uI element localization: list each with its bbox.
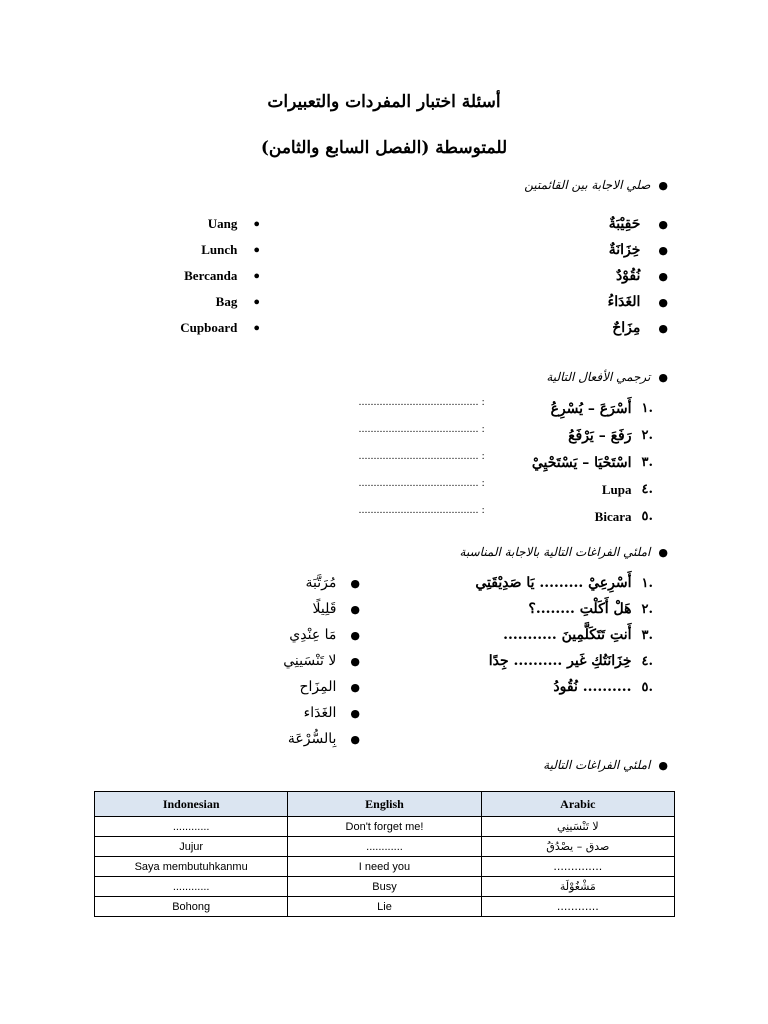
table-row	[95, 857, 675, 877]
list-item: Bercanda ●	[184, 268, 260, 283]
section-4-heading	[543, 758, 668, 772]
list-item: ● حَقِيْبَةٌ	[608, 216, 668, 232]
table-cell: لا تَنْسَينِي	[481, 817, 674, 837]
list-item: .١ أَسْرَعَ – يُسْرِعُ	[550, 400, 653, 417]
list-item: ● نُقُوْدٌ	[615, 268, 668, 284]
table-cell: ............	[288, 837, 481, 857]
list-item: ● قَلِيلًا	[312, 601, 360, 617]
table-row	[95, 817, 675, 837]
list-item: .٤ خِزَانَتُكِ غَير .......... جِدًا	[488, 653, 653, 669]
list-item: ● الغَدَاء	[303, 705, 360, 721]
table-cell: Busy	[288, 877, 481, 897]
table-cell: Don't forget me!	[288, 817, 481, 837]
table-cell: مَشْغُوْلَة	[481, 877, 674, 897]
list-item: ● المِزَاح	[299, 679, 360, 695]
bullet-icon: ●	[658, 545, 668, 559]
table-cell: ............	[481, 897, 674, 917]
matching-latin-list	[150, 211, 260, 341]
table-cell: Bohong	[95, 897, 288, 917]
column-header-arabic: Arabic	[481, 792, 674, 817]
list-item: ● خِزَانَةٌ	[608, 242, 668, 258]
list-item: .٤ Lupa	[601, 481, 653, 497]
table-row	[95, 837, 675, 857]
list-item: .١ أَسْرِعِيْ ......... يَا صَدِيْقَتِي	[475, 575, 653, 591]
fill-blank-options	[230, 570, 360, 752]
vocabulary-table	[94, 791, 675, 917]
table-cell: ............	[95, 817, 288, 837]
bullet-icon: ●	[658, 758, 668, 772]
answer-line: : ........................................	[358, 478, 485, 489]
answer-line: : ........................................	[358, 451, 485, 462]
bullet-icon: ●	[658, 370, 668, 384]
table-cell: ..............	[481, 857, 674, 877]
table-cell: Jujur	[95, 837, 288, 857]
section-2-heading	[546, 370, 668, 384]
list-item: Lunch ●	[201, 242, 260, 257]
list-item: .٥ Bicara	[594, 508, 653, 524]
section-3-heading	[460, 545, 668, 559]
table-row	[95, 897, 675, 917]
list-item: Cupboard ●	[180, 320, 260, 335]
answer-line: : ........................................	[358, 505, 485, 516]
section-1-heading	[524, 178, 668, 192]
table-cell: صدق – يصْدُقُ	[481, 837, 674, 857]
table-row	[95, 877, 675, 897]
bullet-icon: ●	[658, 178, 668, 192]
list-item: .٢ رَفَعَ – يَرْفَعُ	[568, 427, 653, 444]
section-1-heading-text: صلي الاجابة بين القائمتين	[524, 178, 651, 192]
answer-line: : ........................................	[358, 424, 485, 435]
list-item: .٥ .......... نُقُودُ	[553, 679, 653, 695]
title-line-1: أسئلة اختبار المفردات والتعبيرات	[267, 92, 501, 112]
fill-blank-sentences	[403, 570, 653, 700]
list-item: ● مُرَتَّبَة	[305, 575, 360, 591]
list-item: .٢ هَلْ أَكَلْتِ ........؟	[528, 601, 653, 617]
table-cell: Saya membutuhkanmu	[95, 857, 288, 877]
list-item: .٣ اسْتَحْيَا – يَسْتَحْيِيْ	[531, 454, 653, 471]
column-header-indonesian: Indonesian	[95, 792, 288, 817]
table-header-row	[95, 792, 675, 817]
list-item: ● بِالسُّرْعَة	[287, 731, 360, 747]
table-cell: Lie	[288, 897, 481, 917]
list-item: Uang ●	[207, 216, 260, 231]
column-header-english: English	[288, 792, 481, 817]
list-item: .٣ أَنتِ تَتَكَلَّمِينَ ...........	[503, 627, 653, 643]
table-cell: I need you	[288, 857, 481, 877]
title-line-2: للمتوسطة (الفصل السابع والثامن)	[260, 138, 508, 158]
answer-line: : ........................................	[358, 397, 485, 408]
table-cell: ............	[95, 877, 288, 897]
section-2-heading-text: ترجمي الأفعال التالية	[546, 370, 651, 384]
list-item: Bag ●	[215, 294, 260, 309]
section-3-heading-text: املئي الفراغات التالية بالاجابة المناسبة	[459, 545, 651, 559]
list-item: ● مِزَاحٌ	[612, 320, 668, 336]
translate-answers	[350, 395, 485, 530]
list-item: ● الغَدَاءُ	[607, 294, 668, 310]
matching-arabic-list	[488, 211, 668, 341]
list-item: ● لا تَنْسَينِي	[283, 653, 360, 669]
section-4-heading-text: املئي الفراغات التالية	[543, 758, 651, 772]
list-item: ● مَا عِنْدِي	[289, 627, 360, 643]
